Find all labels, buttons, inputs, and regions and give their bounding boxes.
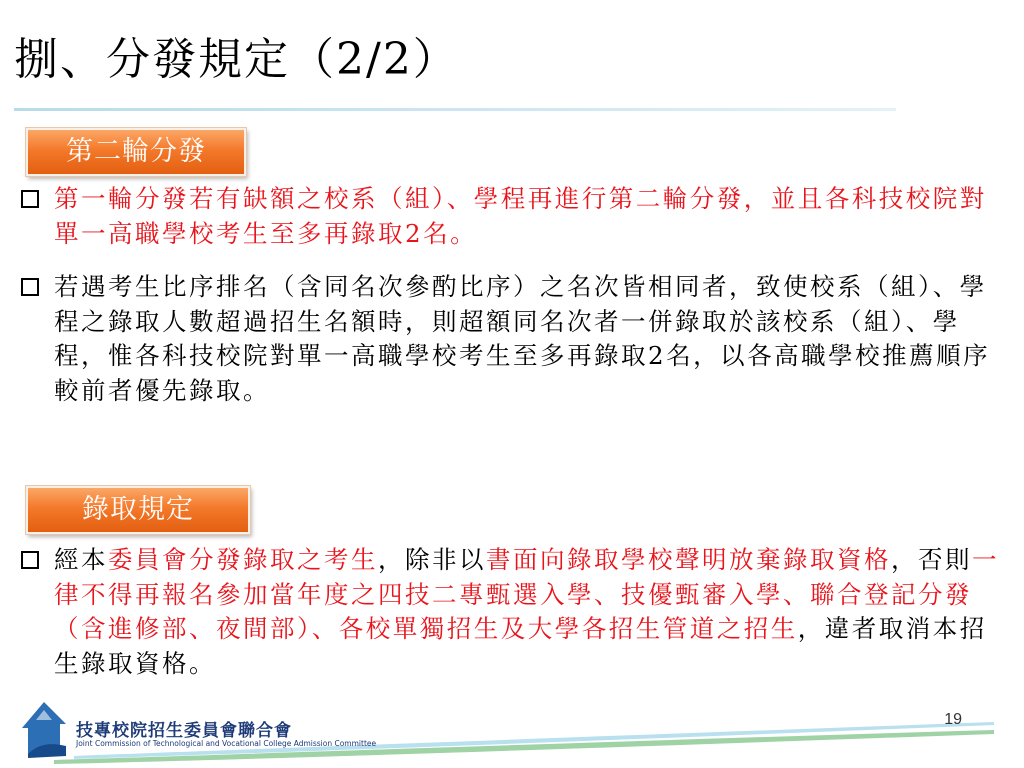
logo-organization-subtitle: Joint Commission of Technological and Vocational College Admission Committee [76, 739, 377, 748]
section-tag-second-round: 第二輪分發 [26, 128, 246, 176]
logo-organization-name: 技專校院招生委員會聯合會 [76, 721, 292, 741]
bullet-text [54, 543, 1000, 681]
organization-logo [14, 694, 377, 760]
checkbox-bullet-icon [21, 551, 39, 569]
text-segment: 經本 [54, 545, 108, 574]
text-segment: ，否則 [891, 545, 972, 574]
bullet-second-round-rule [14, 182, 1000, 251]
title-divider [14, 108, 896, 111]
section-tag-admission-rules: 錄取規定 [26, 486, 250, 534]
bullet-text: 第一輪分發若有缺額之校系（組）、學程再進行第二輪分發，並且各科技校院對單一高職學校考生至多再錄取2名。 [54, 184, 987, 248]
slide-title: 捌、分發規定（2/2） [14, 34, 459, 85]
bullet-admission-rule [14, 543, 1000, 681]
text-segment: ，違者取消本招生錄取資格。 [54, 614, 987, 678]
highlight-text: 委員會分發錄取之考生 [108, 545, 378, 574]
checkbox-bullet-icon [21, 190, 39, 208]
text-segment: ，除非以 [378, 545, 486, 574]
bullet-text: 若遇考生比序排名（含同名次參酌比序）之名次皆相同者，致使校系（組）、學程之錄取人數超過招生名額時，則超額同名次者一併錄取於該校系（組）、學程，惟各科技校院對單一高職學校考生至多再錄取2名，以各高職學校推薦順序較前者優先錄取。 [54, 272, 991, 405]
bullet-tie-break-rule [14, 270, 1000, 408]
highlight-text: 書面向錄取學校聲明放棄錄取資格 [486, 545, 891, 574]
page-number: 19 [944, 711, 962, 728]
highlight-text: 一律不得再報名參加當年度之四技二專甄選入學、技優甄審入學、聯合登記分發（含進修部、夜間部）、各校單獨招生及大學各招生管道之招生 [54, 545, 999, 643]
checkbox-bullet-icon [21, 278, 39, 296]
